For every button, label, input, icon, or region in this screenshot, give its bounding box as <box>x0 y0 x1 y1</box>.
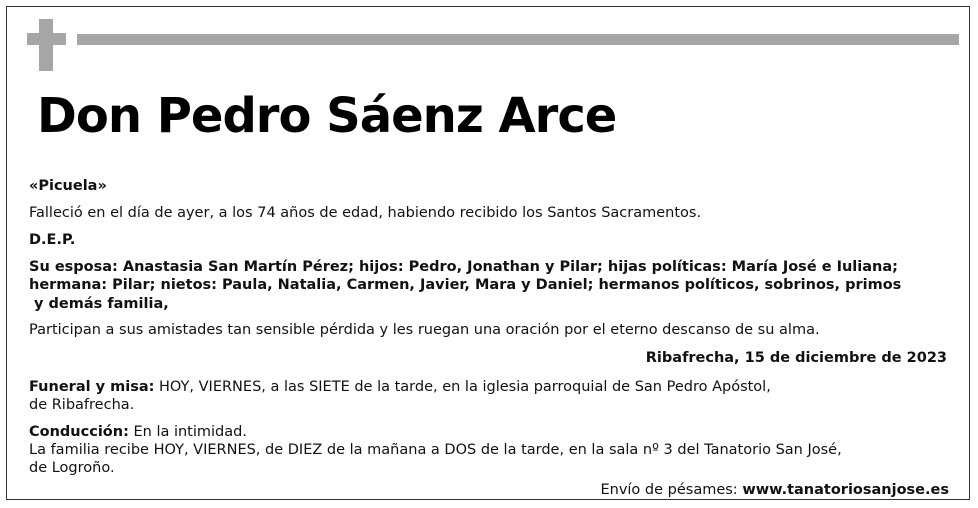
place-date: Ribafrecha, 15 de diciembre de 2023 <box>645 350 947 366</box>
conduction-line <box>29 423 247 442</box>
condolences-label: Envío de pésames: <box>600 482 743 498</box>
family-line: Su esposa: Anastasia San Martín Pérez; hijos: Pedro, Jonathan y Pilar; hijas políticas: María José e Iuliana; <box>29 259 898 275</box>
conduction-text: En la intimidad. <box>128 424 247 440</box>
condolences-link[interactable]: www.tanatoriosanjose.es <box>742 482 949 498</box>
nickname: «Picuela» <box>29 178 107 194</box>
header-rule <box>77 34 959 45</box>
death-notice: Falleció en el día de ayer, a los 74 años de edad, habiendo recibido los Santos Sacramentos. <box>29 205 702 221</box>
invitation-text: Participan a sus amistades tan sensible pérdida y les ruegan una oración por el eterno descanso de su alma. <box>29 322 820 338</box>
condolences-line <box>600 481 949 500</box>
funeral-line <box>29 378 771 397</box>
wake-line: La familia recibe HOY, VIERNES, de DIEZ de la mañana a DOS de la tarde, en la sala nº 3 del Tanatorio San José, <box>29 442 842 458</box>
family-line: hermana: Pilar; nietos: Paula, Natalia, Carmen, Javier, Mara y Daniel; hermanos políticos, sobrinos, primos <box>29 277 902 293</box>
conduction-label: Conducción: <box>29 424 129 440</box>
family-line: y demás familia, <box>29 296 169 312</box>
cross-icon <box>39 19 53 71</box>
funeral-text-continued: de Ribafrecha. <box>29 397 135 413</box>
funeral-text: HOY, VIERNES, a las SIETE de la tarde, en la iglesia parroquial de San Pedro Apóstol, <box>154 379 771 395</box>
funeral-label: Funeral y misa: <box>29 379 155 395</box>
rip-label: D.E.P. <box>29 232 76 248</box>
deceased-name: Don Pedro Sáenz Arce <box>37 88 617 144</box>
cross-icon-bar <box>27 33 66 45</box>
wake-line: de Logroño. <box>29 460 115 476</box>
